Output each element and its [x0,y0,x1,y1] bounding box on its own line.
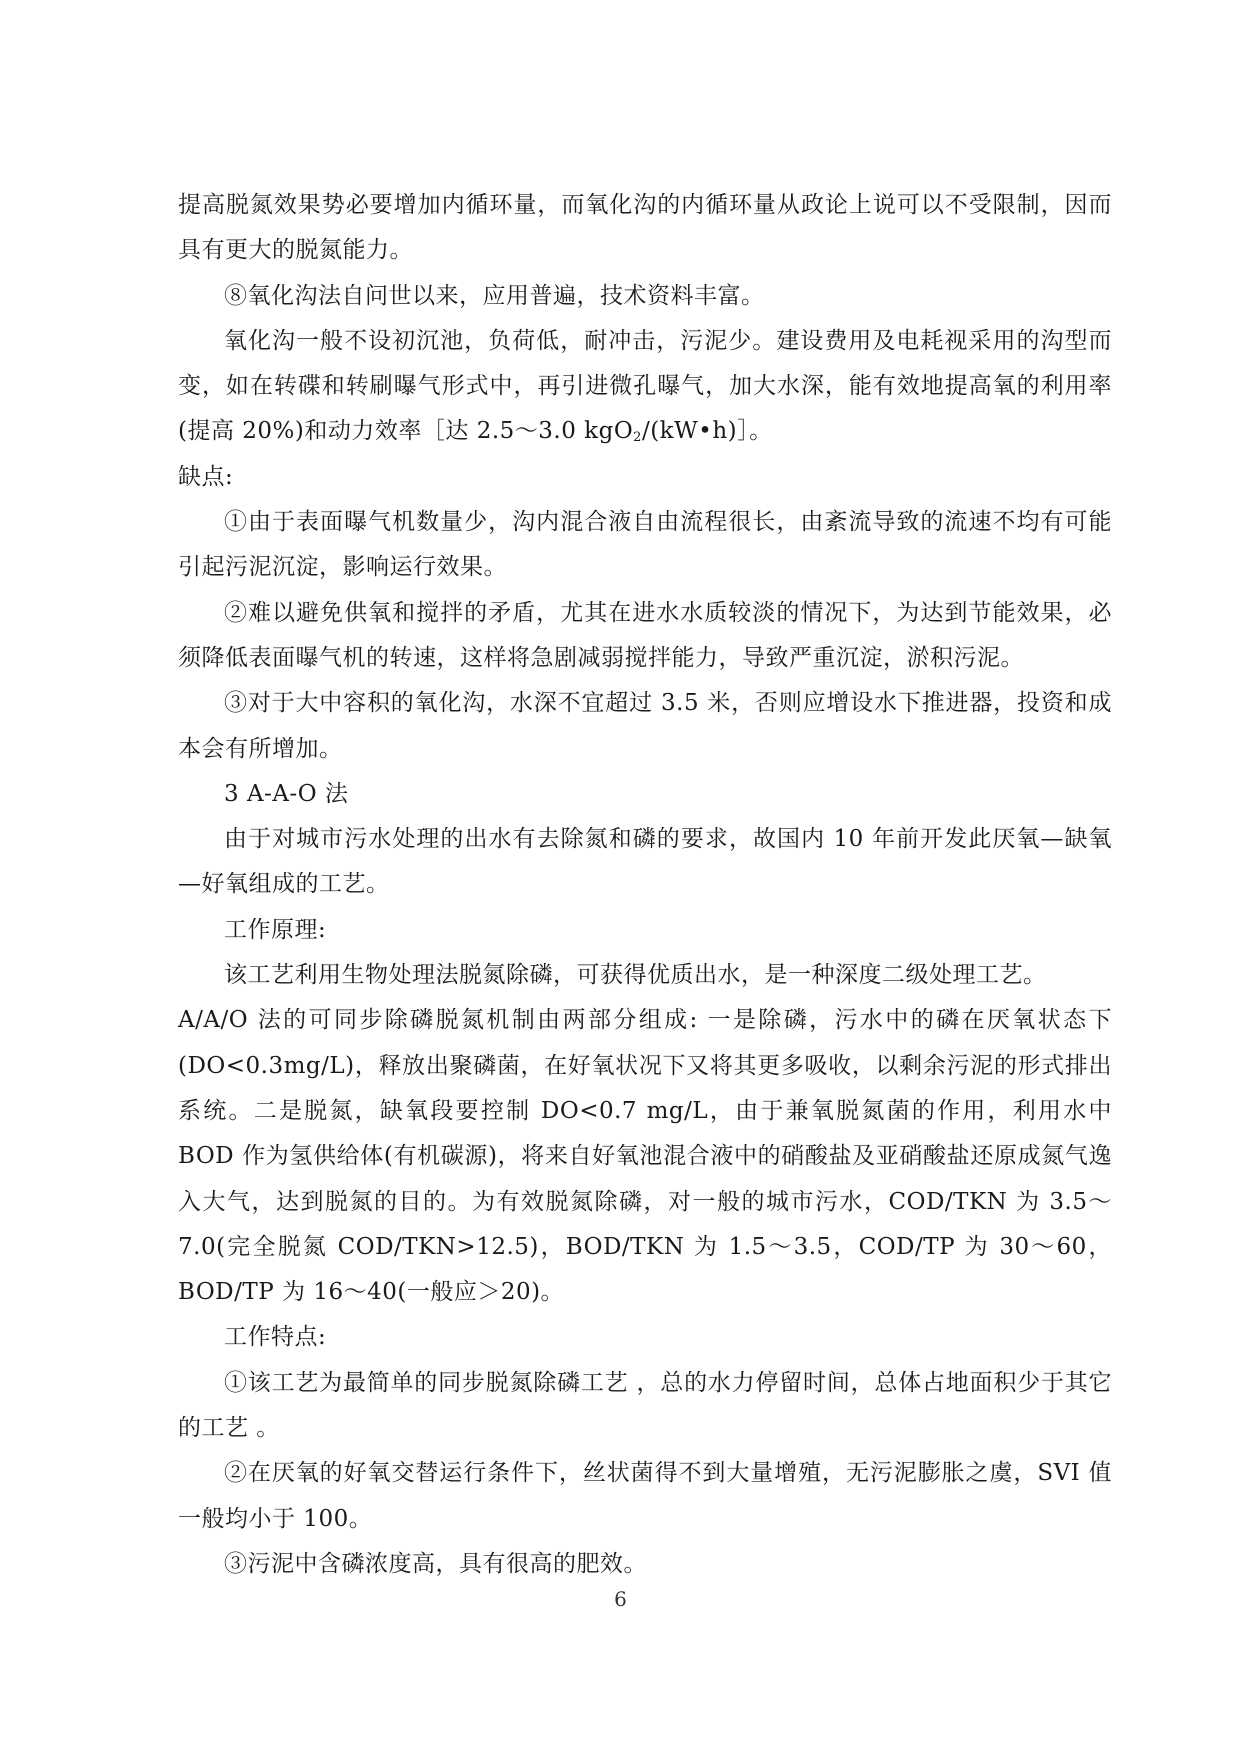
paragraph-tail: /(kW•h)］。 [641,418,773,445]
paragraph-feature-2: ②在厌氧的好氧交替运行条件下，丝状菌得不到大量增殖，无污泥膨胀之虞，SVI 值一般均小于 100。 [178,1460,1112,1532]
paragraph-continuation: 提高脱氮效果势必要增加内循环量，而氧化沟的内循环量从政论上说可以不受限制，因而具有更大的脱氮能力。 [178,192,1112,264]
paragraph-principle-2: A/A/O 法的可同步除磷脱氮机制由两部分组成: 一是除磷，污水中的磷在厌氧状态下(DO<0.3mg/L)，释放出聚磷菌，在好氧状况下又将其更多吸收，以剩余污泥的形式排出系统。二是脱氮，缺氧段要控制 DO<0.7 mg/L，由于兼氧脱氮菌的作用，利用水中 BOD 作为氢供给体(有机碳源)，将来自好氧池混合液中的硝酸盐及亚硝酸盐还原成氮气逸入大气，达到脱氮的目的。为有效脱氮除磷，对一般的城市污水，COD/TKN 为 3.5～7.0(完全脱氮 COD/TKN>12.5)，BOD/TKN 为 1.5～3.5，COD/TP 为 30～60，BOD/TP 为 16～40(一般应＞20)。 [178,1007,1112,1306]
paragraph-disadvantage-1: ①由于表面曝气机数量少，沟内混合液自由流程很长，由紊流导致的流速不均有可能引起污泥沉淀，影响运行效果。 [178,509,1112,581]
paragraph-disadvantage-2: ②难以避免供氧和搅拌的矛盾，尤其在进水水质较淡的情况下，为达到节能效果，必须降低表面曝气机的转速，这样将急剧减弱搅拌能力，导致严重沉淀，淤积污泥。 [178,599,1112,671]
page-number: 6 [614,1587,627,1611]
paragraph-aao-intro: 由于对城市污水处理的出水有去除氮和磷的要求，故国内 10 年前开发此厌氧—缺氧—好氧组成的工艺。 [178,826,1112,898]
section-heading-aao: 3 A-A-O 法 [224,780,349,807]
paragraph-text: 氧化沟一般不设初沉池，负荷低，耐冲击，污泥少。建设费用及电耗视采用的沟型而变，如在转碟和转刷曝气形式中，再引进微孔曝气，加大水深，能有效地提高氧的利用率(提高 20%)和动力效率［达 2.5～3.0 kgO [178,327,1112,445]
paragraph-item-8: ⑧氧化沟法自问世以来，应用普遍，技术资料丰富。 [224,282,765,309]
section-heading-working-principle: 工作原理: [224,916,327,943]
document-body [178,183,1112,1587]
paragraph-oxidation-ditch-summary [178,319,1112,455]
subscript: 2 [633,430,642,446]
paragraph-disadvantage-3: ③对于大中容积的氧化沟，水深不宜超过 3.5 米，否则应增设水下推进器，投资和成本会有所增加。 [178,690,1112,762]
section-heading-working-features: 工作特点: [224,1324,327,1351]
section-heading-disadvantages: 缺点: [178,463,234,490]
paragraph-feature-3: ③污泥中含磷浓度高，具有很高的肥效。 [224,1550,647,1577]
paragraph-feature-1: ①该工艺为最简单的同步脱氮除磷工艺 ，总的水力停留时间，总体占地面积少于其它的工艺 。 [178,1369,1112,1442]
paragraph-principle-1: 该工艺利用生物处理法脱氮除磷，可获得优质出水，是一种深度二级处理工艺。 [224,962,1047,989]
